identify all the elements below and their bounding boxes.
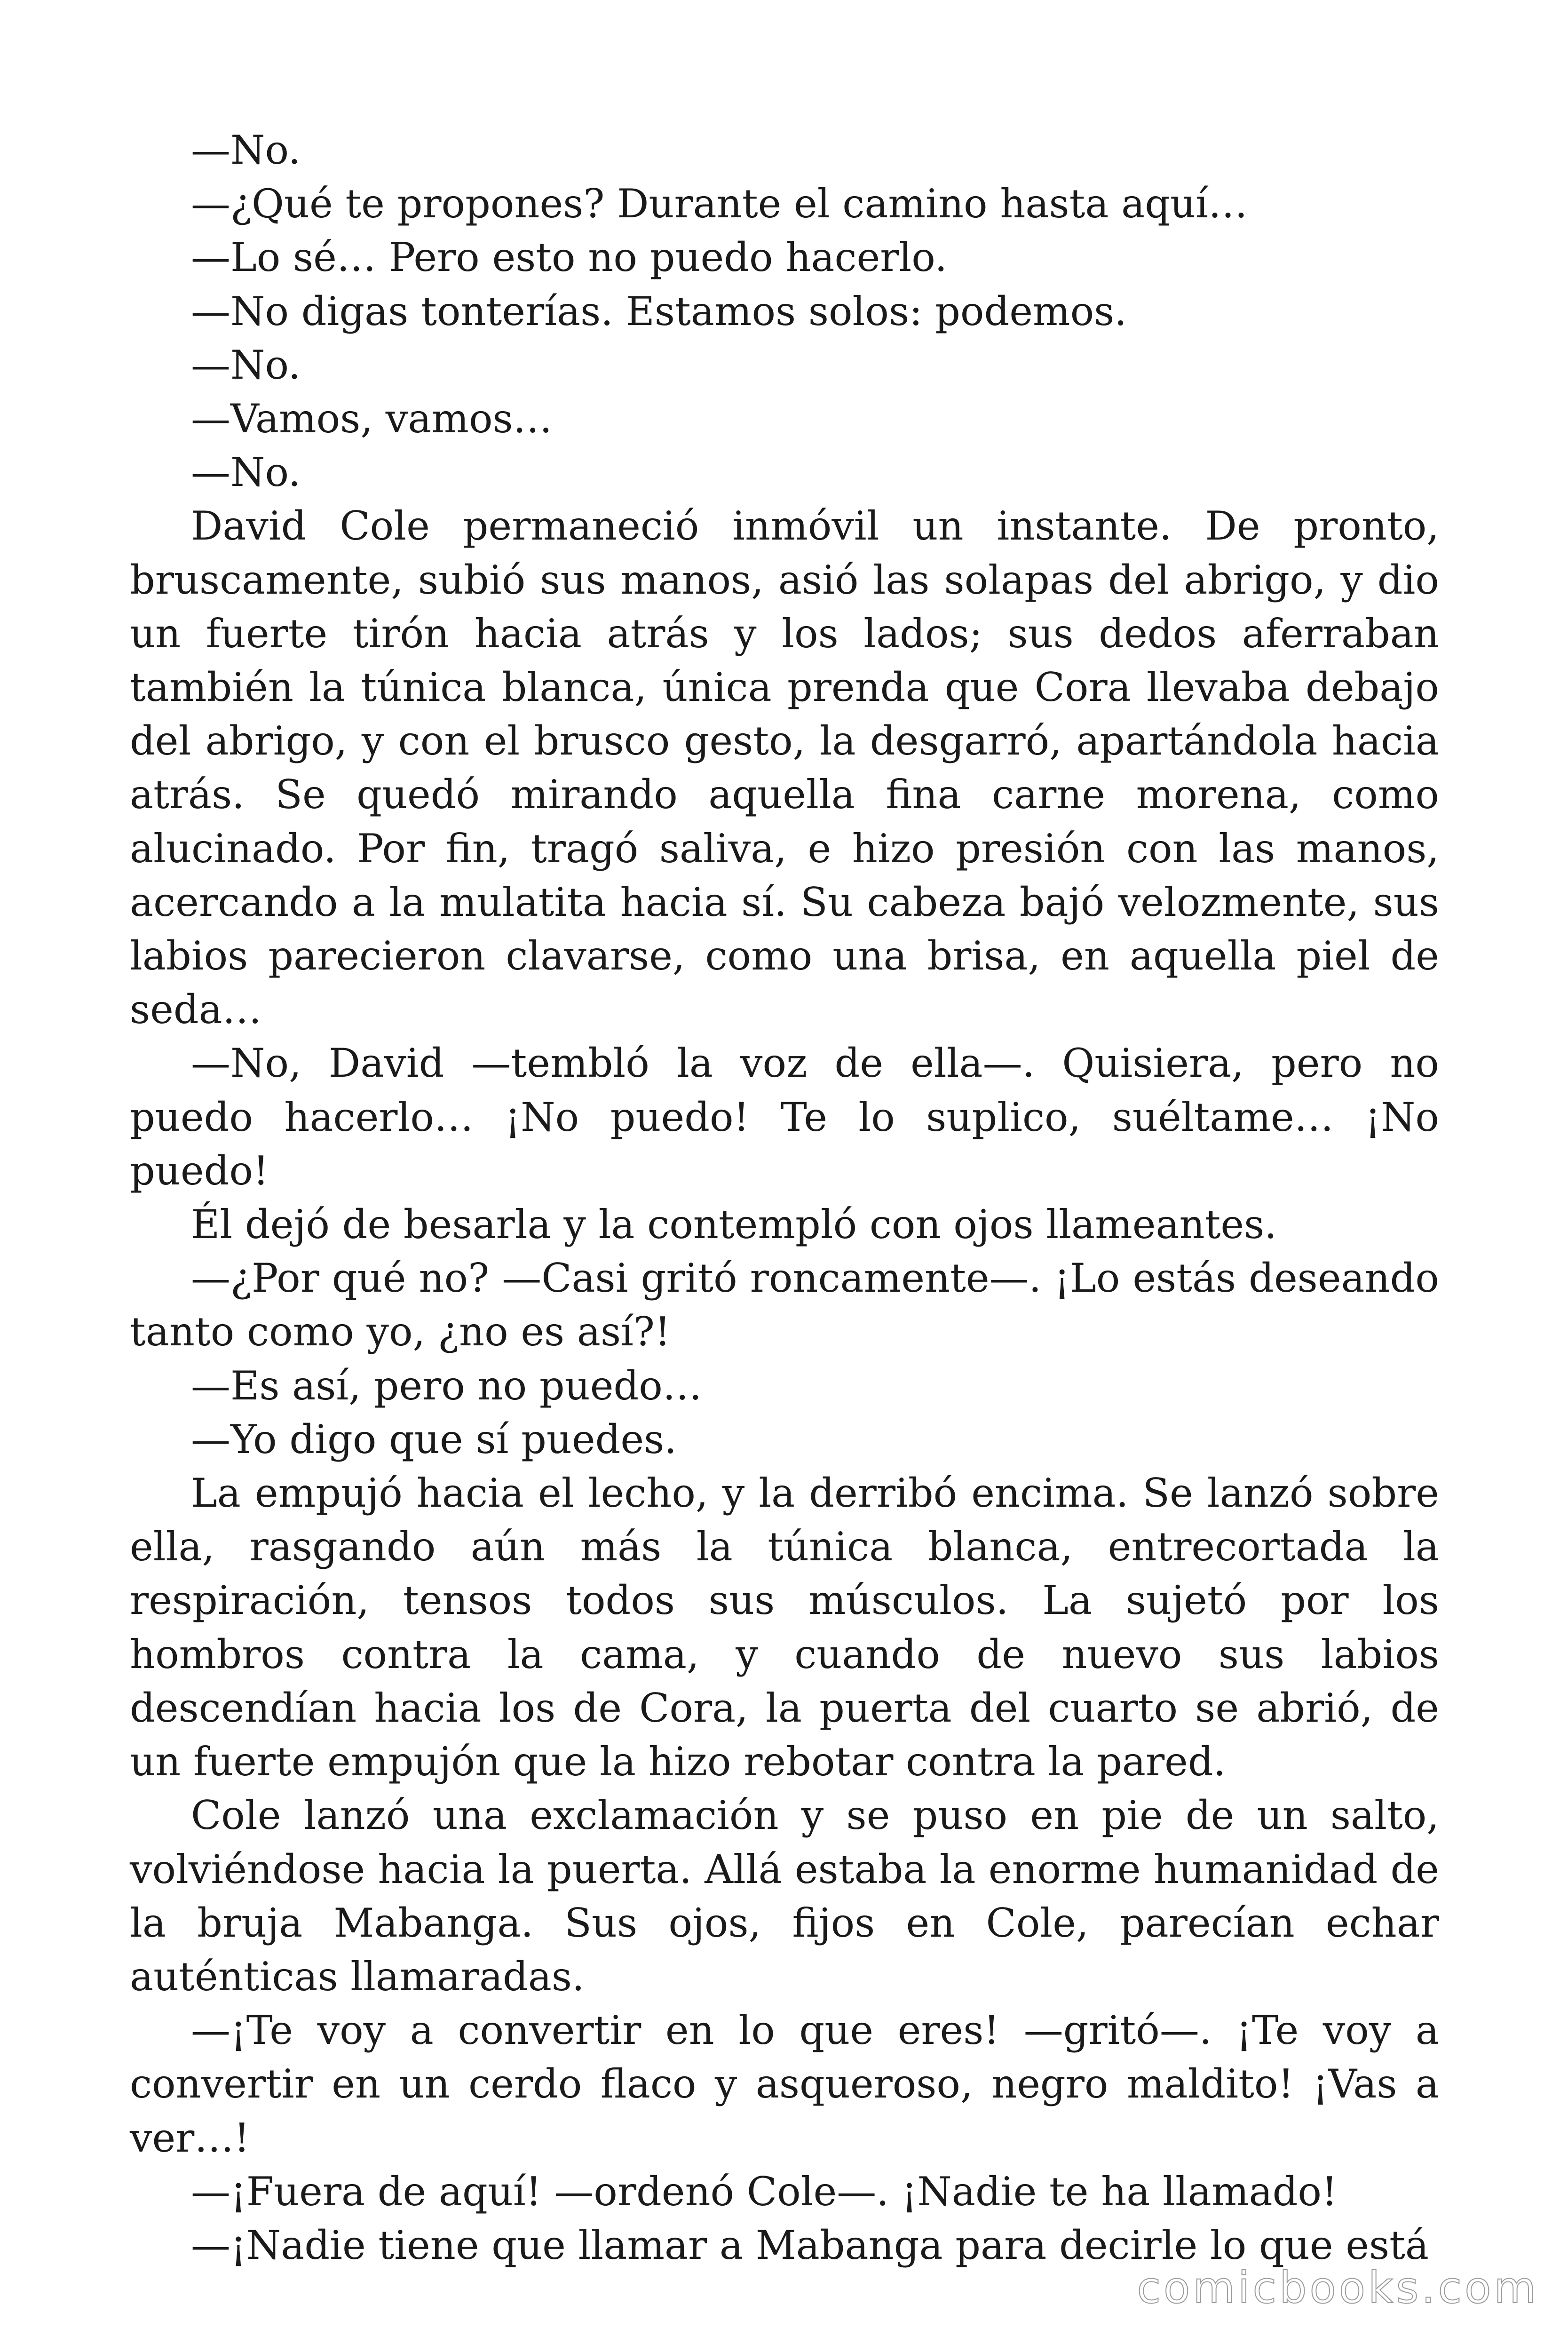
paragraph: —Yo digo que sí puedes. <box>191 1416 677 1462</box>
paragraph: —No. <box>191 449 301 496</box>
paragraph: —No, David —tembló la voz de ella—. Quisiera, pero no puedo hacerlo… ¡No puedo! Te lo suplico, suéltame… ¡No puedo! <box>130 1040 1439 1194</box>
paragraph: —¡Nadie tiene que llamar a Mabanga para decirle lo que está <box>191 2222 1429 2268</box>
body-text <box>130 123 1439 2272</box>
paragraph: —No digas tonterías. Estamos solos: podemos. <box>191 288 1127 334</box>
paragraph: —¿Por qué no? —Casi gritó roncamente—. ¡Lo estás deseando tanto como yo, ¿no es así?! <box>130 1255 1439 1355</box>
paragraph: Él dejó de besarla y la contempló con ojos llameantes. <box>191 1201 1277 1248</box>
paragraph: —No. <box>191 127 301 173</box>
paragraph: —No. <box>191 342 301 388</box>
paragraph: —Es así, pero no puedo… <box>191 1362 702 1409</box>
watermark: comicbooks.com <box>1137 2263 1539 2313</box>
paragraph: Cole lanzó una exclamación y se puso en pie de un salto, volviéndose hacia la puerta. Allá estaba la enorme humanidad de la bruja Mabanga. Sus ojos, fijos en Cole, parecían echar auténticas llamaradas. <box>130 1792 1439 2000</box>
paragraph: —¡Te voy a convertir en lo que eres! —gritó—. ¡Te voy a convertir en un cerdo flaco y asqueroso, negro maldito! ¡Vas a ver…! <box>130 2007 1439 2161</box>
paragraph: David Cole permaneció inmóvil un instante. De pronto, bruscamente, subió sus manos, asió las solapas del abrigo, y dio un fuerte tirón hacia atrás y los lados; sus dedos aferraban también la túnica blanca, única prenda que Cora llevaba debajo del abrigo, y con el brusco gesto, la desgarró, apartándola hacia atrás. Se quedó mirando aquella fina carne morena, como alucinado. Por fin, tragó saliva, e hizo presión con las manos, acercando a la mulatita hacia sí. Su cabeza bajó velozmente, sus labios parecieron clavarse, como una brisa, en aquella piel de seda… <box>130 503 1439 1033</box>
paragraph: —¿Qué te propones? Durante el camino hasta aquí… <box>191 181 1248 227</box>
paragraph: —¡Fuera de aquí! —ordenó Cole—. ¡Nadie te ha llamado! <box>191 2168 1338 2215</box>
paragraph: —Lo sé… Pero esto no puedo hacerlo. <box>191 234 948 281</box>
paragraph: —Vamos, vamos… <box>191 396 553 442</box>
paragraph: La empujó hacia el lecho, y la derribó encima. Se lanzó sobre ella, rasgando aún más la túnica blanca, entrecortada la respiración, tensos todos sus músculos. La sujetó por los hombros contra la cama, y cuando de nuevo sus labios descendían hacia los de Cora, la puerta del cuarto se abrió, de un fuerte empujón que la hizo rebotar contra la pared. <box>130 1470 1439 1785</box>
